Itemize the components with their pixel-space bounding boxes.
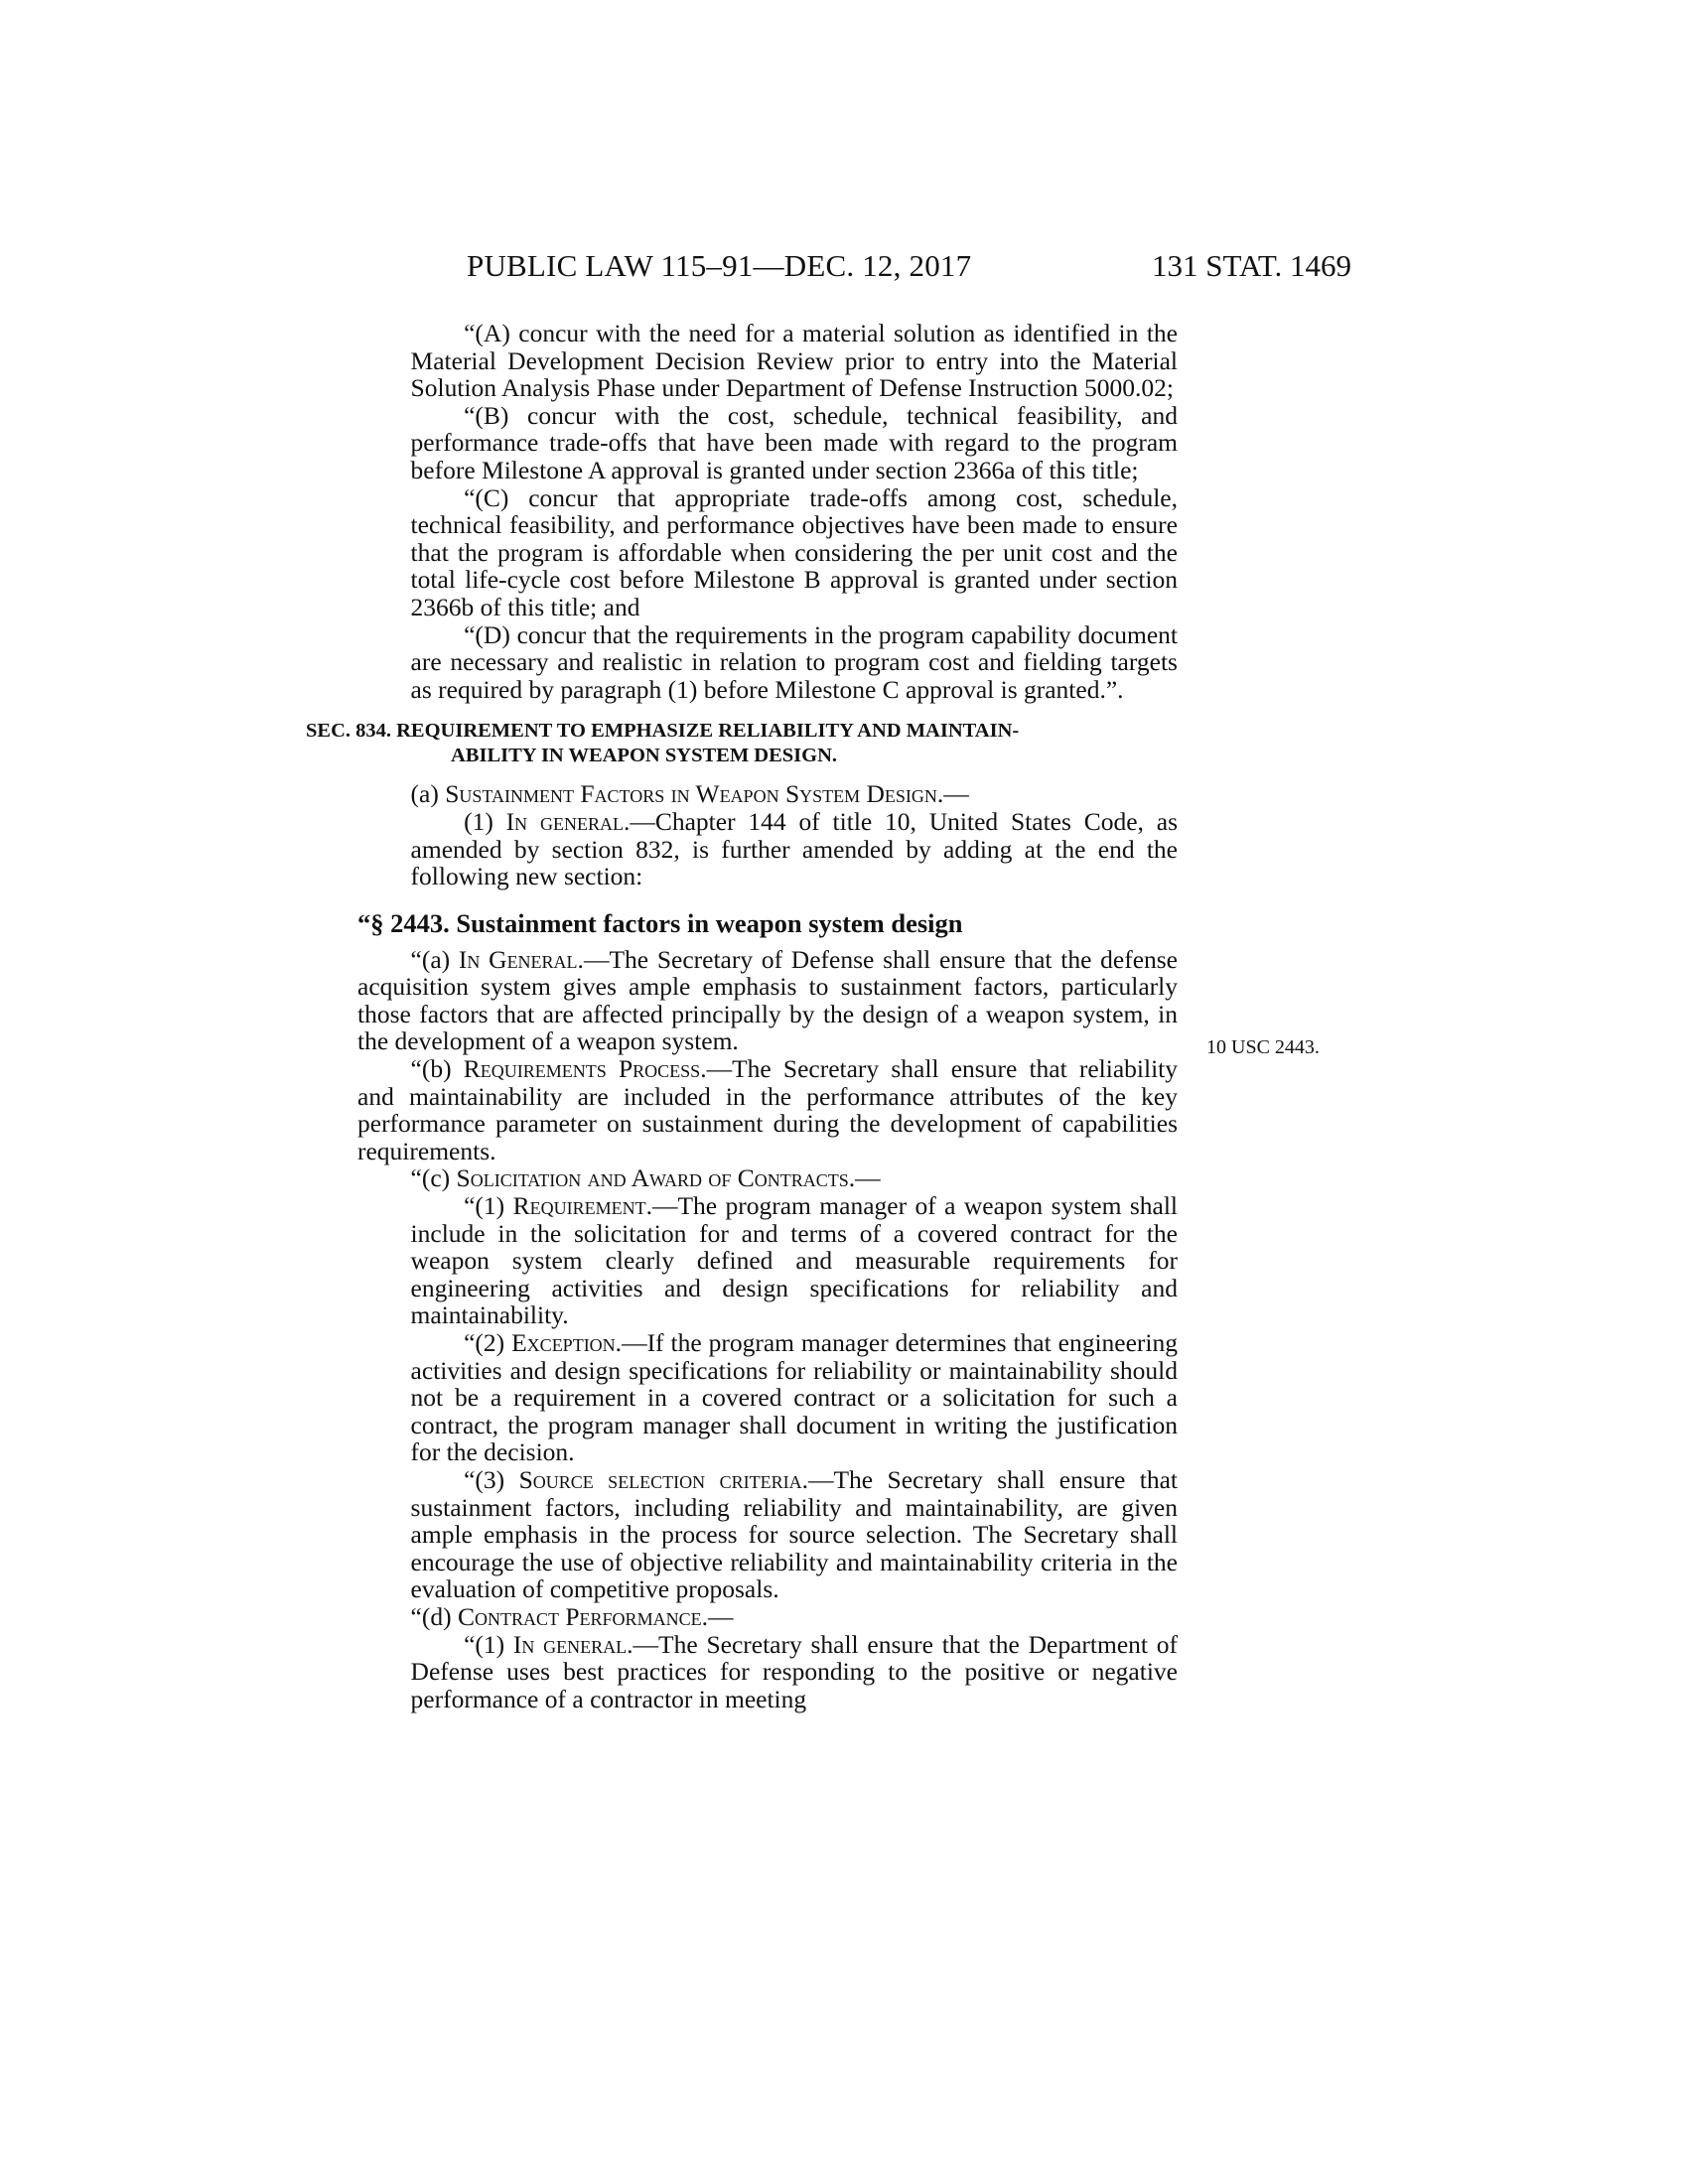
s2443-b-text: —The Secretary shall ensure that reliability and maintainability are included in the performance attributes of the key performance parameter on sustainment during the development of capabilities requirements.: [357, 1054, 1178, 1165]
s2443-c3-label: “(3): [464, 1464, 505, 1494]
s2443-d-dash: —: [707, 1601, 734, 1631]
s2443-c3-text: —The Secretary shall ensure that sustainment factors, including reliability and maintainability, are given ample emphasis in the process for source selection. The Secretary shall encourage the use of objective reliability and maintainability criteria in the evaluation of competitive proposals.: [410, 1464, 1179, 1604]
s2443-a-text: —The Secretary of Defense shall ensure that the defense acquisition system gives ample emphasis to sustainment factors, particularly those factors that are affected principally by the design of a weapon system, in the development of a weapon system.: [357, 944, 1179, 1056]
subsection-a-dash: —: [943, 779, 969, 809]
section-834-heading-line1: SEC. 834. REQUIREMENT TO EMPHASIZE RELIABILITY AND MAINTAIN-: [306, 720, 1020, 743]
s2443-c-dash: —: [855, 1163, 881, 1193]
subsection-a1-paragraph: [357, 808, 1178, 890]
s2443-c1-paragraph: [357, 1192, 1178, 1329]
subsection-a-paragraph: [357, 780, 1178, 808]
item-a-paragraph: “(A) concur with the need for a material solution as identified in the Material Development Decision Review prior to entry into the Material Solution Analysis Phase under Department of Defense Instruction 5000.02;: [410, 319, 1178, 403]
item-b-paragraph: “(B) concur with the cost, schedule, technical feasibility, and performance trade-offs that have been made with regard to the program before Milestone A approval is granted under section 2366a of this title;: [410, 400, 1178, 484]
subsection-a1-label: (1): [464, 806, 493, 836]
section-834-heading-line2: ABILITY IN WEAPON SYSTEM DESIGN.: [451, 745, 838, 767]
s2443-a-heading: In General.: [458, 944, 584, 974]
s2443-a-paragraph: [357, 946, 1178, 1055]
subsection-a1-heading: In general.: [505, 806, 631, 836]
s2443-c3-heading: Source selection criteria.: [518, 1464, 808, 1494]
s2443-d1-heading: In general.: [512, 1629, 633, 1659]
item-d-paragraph: “(D) concur that the requirements in the program capability document are necessary and realistic in relation to program cost and fielding targets as required by paragraph (1) before Milestone C approval is granted.”.: [410, 619, 1178, 704]
s2443-c-heading: Solicitation and Award of Contracts.: [456, 1163, 856, 1193]
s2443-c1-heading: Requirement.: [512, 1191, 652, 1221]
subsection-a-label: (a): [410, 779, 439, 809]
s2443-b-heading: Requirements Process.: [463, 1054, 707, 1084]
s2443-d1-text: —The Secretary shall ensure that the Department of Defense uses best practices for responding to the positive or negative performance of a contractor in meeting: [410, 1629, 1178, 1713]
s2443-c-paragraph: [357, 1164, 1178, 1192]
s2443-b-paragraph: [357, 1055, 1178, 1164]
s2443-c1-text: —The program manager of a weapon system shall include in the solicitation for and terms of a covered contract for the weapon system clearly defined and measurable requirements for engineering activities and design specifications for reliability and maintainability.: [410, 1191, 1179, 1330]
s2443-c2-label: “(2): [464, 1328, 505, 1357]
subsection-a1-text: —Chapter 144 of title 10, United States Code, as amended by section 832, is further amended by adding at the end the following new section:: [410, 806, 1178, 891]
subsection-a-heading: Sustainment Factors in Weapon System Design.: [445, 779, 944, 809]
section-834-heading: [306, 719, 1180, 768]
s2443-d1-paragraph: [357, 1631, 1178, 1713]
running-header-title: PUBLIC LAW 115–91—DEC. 12, 2017: [467, 248, 972, 283]
s2443-c2-paragraph: [357, 1329, 1178, 1466]
s2443-c3-paragraph: [357, 1466, 1178, 1603]
s2443-a-label: “(a): [410, 944, 451, 974]
s2443-d-paragraph: [357, 1603, 1178, 1631]
s2443-d-heading: Contract Performance.: [457, 1601, 708, 1631]
s2443-c2-heading: Exception.: [511, 1328, 623, 1357]
running-header-page-number: 131 STAT. 1469: [1152, 248, 1352, 283]
section-2443-title: “§ 2443. Sustainment factors in weapon system design: [357, 907, 963, 938]
item-c-paragraph: “(C) concur that appropriate trade-offs among cost, schedule, technical feasibility, and performance objectives have been made to ensure that the program is affordable when considering the per unit cost and the total life-cycle cost before Milestone B approval is granted under section 2366b of this title; and: [410, 482, 1178, 621]
s2443-c1-label: “(1): [464, 1191, 505, 1221]
margin-citation-note: 10 USC 2443.: [1206, 1036, 1320, 1058]
s2443-d1-label: “(1): [464, 1629, 505, 1659]
s2443-b-label: “(b): [410, 1054, 452, 1084]
s2443-c2-text: —If the program manager determines that engineering activities and design specifications for reliability or maintainability should not be a requirement in a covered contract or a solicitation for such a contract, the program manager shall document in writing the justification for the decision.: [410, 1328, 1179, 1467]
s2443-c-label: “(c): [410, 1163, 451, 1193]
s2443-d-label: “(d): [410, 1601, 452, 1631]
body-text-column: [306, 319, 1179, 1713]
